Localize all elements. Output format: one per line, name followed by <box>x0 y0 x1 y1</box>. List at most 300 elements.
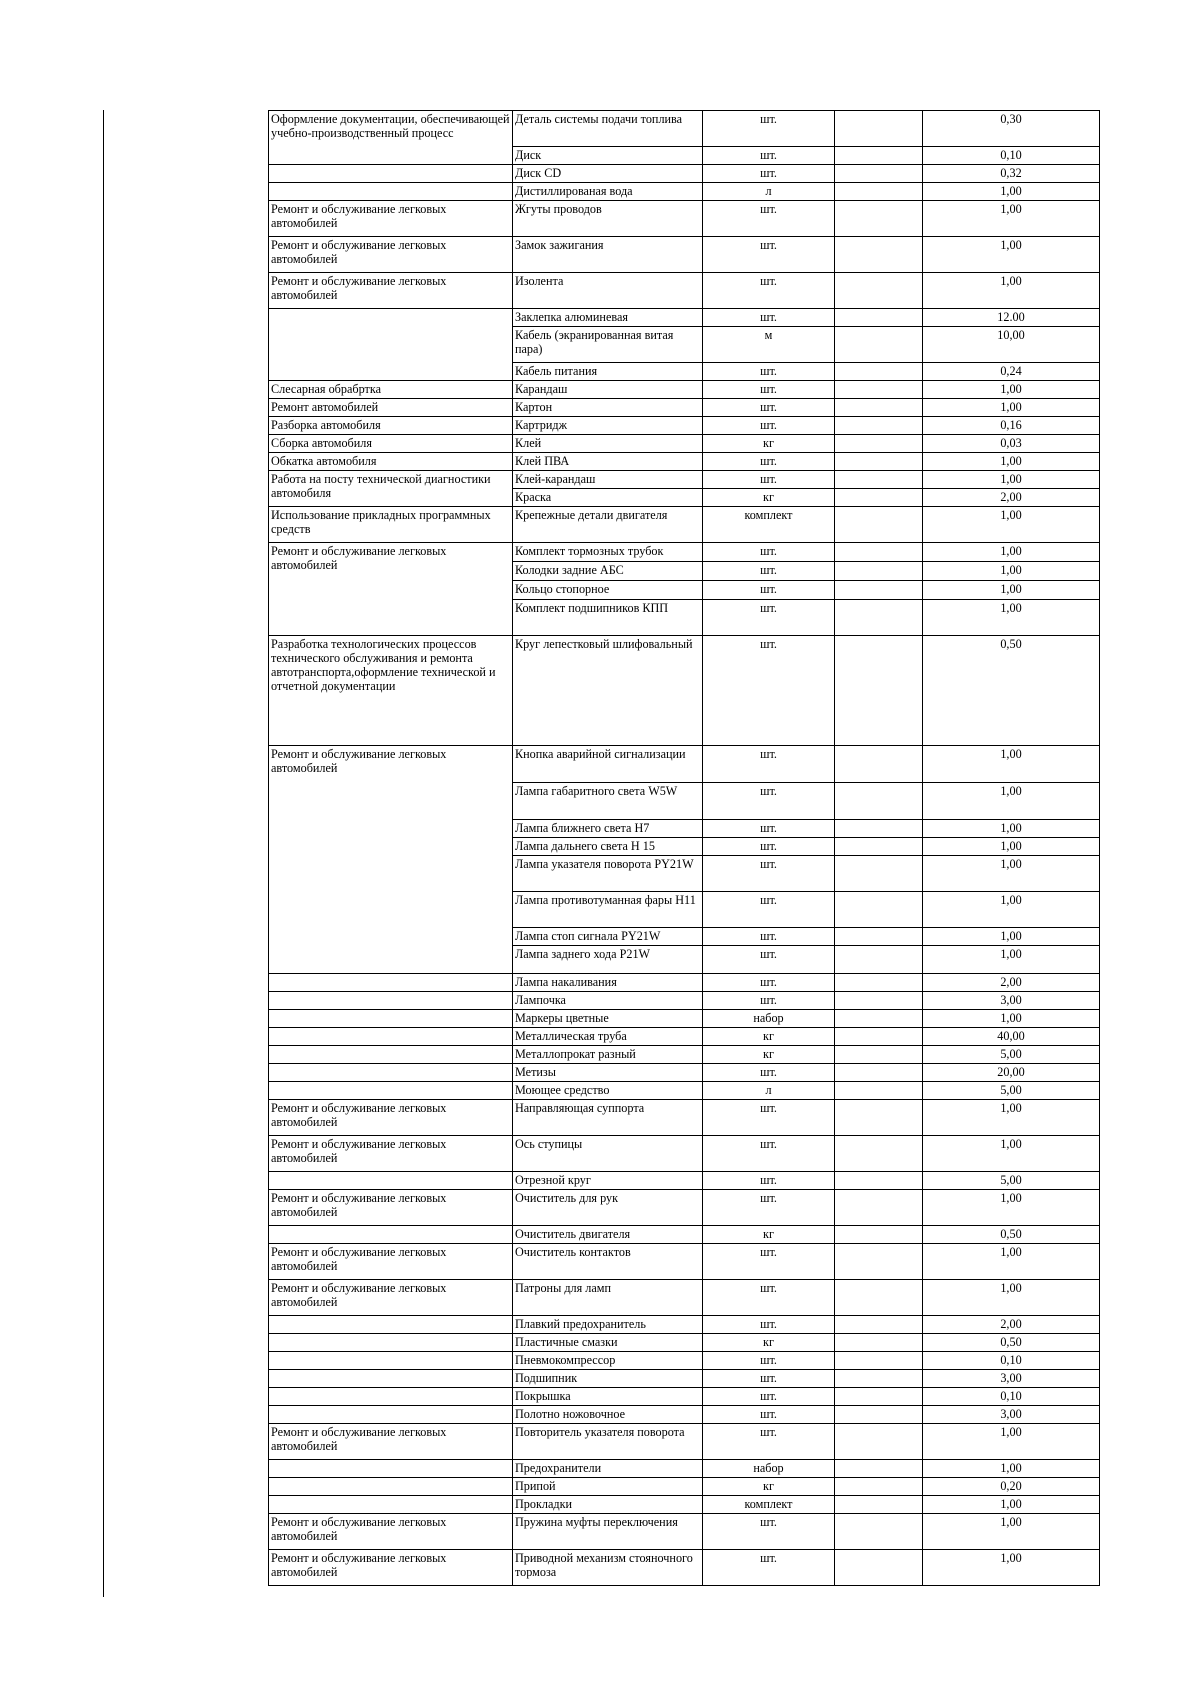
activity-cell <box>269 1046 513 1064</box>
quantity-cell: 5,00 <box>923 1046 1100 1064</box>
quantity-cell: 1,00 <box>923 946 1100 974</box>
table-row <box>269 1028 1100 1046</box>
quantity-cell: 1,00 <box>923 1280 1100 1316</box>
materials-table-body <box>269 111 1100 1586</box>
unit-cell: шт. <box>703 165 835 183</box>
table-row <box>269 1244 1100 1280</box>
unit-cell: кг <box>703 1046 835 1064</box>
table-row <box>269 399 1100 417</box>
unit-cell: шт. <box>703 1172 835 1190</box>
table-row <box>269 1478 1100 1496</box>
quantity-cell: 0,10 <box>923 1352 1100 1370</box>
empty-cell <box>835 1190 923 1226</box>
table-row <box>269 992 1100 1010</box>
quantity-cell: 1,00 <box>923 237 1100 273</box>
empty-cell <box>835 237 923 273</box>
unit-cell: м <box>703 327 835 363</box>
empty-cell <box>835 201 923 237</box>
item-cell: Лампа ближнего света H7 <box>513 820 703 838</box>
quantity-cell: 1,00 <box>923 1244 1100 1280</box>
quantity-cell: 2,00 <box>923 1316 1100 1334</box>
activity-cell <box>269 1010 513 1028</box>
table-row <box>269 471 1100 489</box>
item-cell: Диск CD <box>513 165 703 183</box>
unit-cell: шт. <box>703 892 835 928</box>
item-cell: Лампа указателя поворота PY21W <box>513 856 703 892</box>
empty-cell <box>835 992 923 1010</box>
unit-cell: шт. <box>703 1514 835 1550</box>
unit-cell: шт. <box>703 1136 835 1172</box>
table-row <box>269 435 1100 453</box>
empty-cell <box>835 562 923 581</box>
empty-cell <box>835 746 923 783</box>
item-cell: Ось ступицы <box>513 1136 703 1172</box>
quantity-cell: 5,00 <box>923 1172 1100 1190</box>
quantity-cell: 1,00 <box>923 1136 1100 1172</box>
activity-cell: Ремонт и обслуживание легковых автомобилей <box>269 746 513 974</box>
item-cell: Моющее средство <box>513 1082 703 1100</box>
unit-cell: шт. <box>703 562 835 581</box>
activity-cell <box>269 165 513 183</box>
activity-cell: Ремонт автомобилей <box>269 399 513 417</box>
empty-cell <box>835 1406 923 1424</box>
quantity-cell: 1,00 <box>923 381 1100 399</box>
unit-cell: шт. <box>703 1370 835 1388</box>
empty-cell <box>835 363 923 381</box>
item-cell: Круг лепестковый шлифовальный <box>513 636 703 746</box>
empty-cell <box>835 1496 923 1514</box>
empty-cell <box>835 1316 923 1334</box>
item-cell: Кабель питания <box>513 363 703 381</box>
item-cell: Лампа заднего хода P21W <box>513 946 703 974</box>
quantity-cell: 1,00 <box>923 471 1100 489</box>
unit-cell: шт. <box>703 1550 835 1586</box>
item-cell: Припой <box>513 1478 703 1496</box>
unit-cell: шт. <box>703 147 835 165</box>
table-row <box>269 1514 1100 1550</box>
table-row <box>269 1010 1100 1028</box>
table-row <box>269 1496 1100 1514</box>
item-cell: Направляющая суппорта <box>513 1100 703 1136</box>
activity-cell: Ремонт и обслуживание легковых автомобилей <box>269 1244 513 1280</box>
empty-cell <box>835 946 923 974</box>
quantity-cell: 1,00 <box>923 453 1100 471</box>
table-row <box>269 1082 1100 1100</box>
activity-cell: Ремонт и обслуживание легковых автомобилей <box>269 1100 513 1136</box>
activity-cell <box>269 974 513 992</box>
item-cell: Пневмокомпрессор <box>513 1352 703 1370</box>
unit-cell: шт. <box>703 856 835 892</box>
activity-cell <box>269 1496 513 1514</box>
table-row <box>269 201 1100 237</box>
empty-cell <box>835 1424 923 1460</box>
activity-cell: Разборка автомобиля <box>269 417 513 435</box>
item-cell: Крепежные детали двигателя <box>513 507 703 543</box>
empty-cell <box>835 111 923 147</box>
empty-cell <box>835 636 923 746</box>
unit-cell: кг <box>703 1334 835 1352</box>
unit-cell: шт. <box>703 1190 835 1226</box>
table-row <box>269 1046 1100 1064</box>
table-row <box>269 1172 1100 1190</box>
quantity-cell: 1,00 <box>923 543 1100 562</box>
quantity-cell: 1,00 <box>923 399 1100 417</box>
item-cell: Кнопка аварийной сигнализации <box>513 746 703 783</box>
activity-cell <box>269 1388 513 1406</box>
item-cell: Очиститель двигателя <box>513 1226 703 1244</box>
unit-cell: шт. <box>703 309 835 327</box>
table-row <box>269 381 1100 399</box>
item-cell: Лампочка <box>513 992 703 1010</box>
table-row <box>269 507 1100 543</box>
table-row <box>269 1280 1100 1316</box>
empty-cell <box>835 399 923 417</box>
empty-cell <box>835 1064 923 1082</box>
quantity-cell: 3,00 <box>923 1406 1100 1424</box>
unit-cell: шт. <box>703 992 835 1010</box>
item-cell: Лампа накаливания <box>513 974 703 992</box>
table-row <box>269 237 1100 273</box>
unit-cell: л <box>703 1082 835 1100</box>
unit-cell: шт. <box>703 946 835 974</box>
quantity-cell: 1,00 <box>923 1550 1100 1586</box>
item-cell: Предохранители <box>513 1460 703 1478</box>
quantity-cell: 0,03 <box>923 435 1100 453</box>
item-cell: Колодки задние АБС <box>513 562 703 581</box>
quantity-cell: 1,00 <box>923 783 1100 820</box>
item-cell: Пластичные смазки <box>513 1334 703 1352</box>
activity-cell: Ремонт и обслуживание легковых автомобилей <box>269 1136 513 1172</box>
quantity-cell: 1,00 <box>923 892 1100 928</box>
table-row <box>269 1334 1100 1352</box>
quantity-cell: 0,10 <box>923 147 1100 165</box>
quantity-cell: 3,00 <box>923 1370 1100 1388</box>
table-row <box>269 273 1100 309</box>
quantity-cell: 1,00 <box>923 1460 1100 1478</box>
item-cell: Очиститель контактов <box>513 1244 703 1280</box>
unit-cell: шт. <box>703 1100 835 1136</box>
unit-cell: шт. <box>703 1244 835 1280</box>
activity-cell <box>269 992 513 1010</box>
table-row <box>269 165 1100 183</box>
activity-cell <box>269 1478 513 1496</box>
unit-cell: шт. <box>703 1352 835 1370</box>
quantity-cell: 1,00 <box>923 1010 1100 1028</box>
empty-cell <box>835 417 923 435</box>
unit-cell: кг <box>703 435 835 453</box>
table-row <box>269 1190 1100 1226</box>
unit-cell: шт. <box>703 1064 835 1082</box>
unit-cell: шт. <box>703 363 835 381</box>
item-cell: Повторитель указателя поворота <box>513 1424 703 1460</box>
empty-cell <box>835 1172 923 1190</box>
activity-cell <box>269 1334 513 1352</box>
unit-cell: набор <box>703 1010 835 1028</box>
quantity-cell: 1,00 <box>923 1514 1100 1550</box>
activity-cell <box>269 1028 513 1046</box>
unit-cell: шт. <box>703 600 835 636</box>
item-cell: Метизы <box>513 1064 703 1082</box>
empty-cell <box>835 1028 923 1046</box>
quantity-cell: 1,00 <box>923 562 1100 581</box>
quantity-cell: 20,00 <box>923 1064 1100 1082</box>
item-cell: Кольцо стопорное <box>513 581 703 600</box>
quantity-cell: 1,00 <box>923 183 1100 201</box>
empty-cell <box>835 309 923 327</box>
quantity-cell: 1,00 <box>923 746 1100 783</box>
unit-cell: шт. <box>703 399 835 417</box>
table-row <box>269 1550 1100 1586</box>
empty-cell <box>835 1280 923 1316</box>
quantity-cell: 0,10 <box>923 1388 1100 1406</box>
empty-cell <box>835 381 923 399</box>
unit-cell: шт. <box>703 417 835 435</box>
table-row <box>269 309 1100 327</box>
item-cell: Полотно ножовочное <box>513 1406 703 1424</box>
quantity-cell: 3,00 <box>923 992 1100 1010</box>
item-cell: Картон <box>513 399 703 417</box>
empty-cell <box>835 1136 923 1172</box>
empty-cell <box>835 1460 923 1478</box>
activity-cell: Ремонт и обслуживание легковых автомобилей <box>269 1190 513 1226</box>
activity-cell: Ремонт и обслуживание легковых автомобилей <box>269 1280 513 1316</box>
item-cell: Металлическая труба <box>513 1028 703 1046</box>
activity-cell: Работа на посту технической диагностики автомобиля <box>269 471 513 507</box>
activity-cell <box>269 1316 513 1334</box>
quantity-cell: 0,50 <box>923 1226 1100 1244</box>
unit-cell: кг <box>703 489 835 507</box>
unit-cell: шт. <box>703 1316 835 1334</box>
item-cell: Приводной механизм стояночного тормоза <box>513 1550 703 1586</box>
unit-cell: шт. <box>703 471 835 489</box>
unit-cell: шт. <box>703 820 835 838</box>
unit-cell: шт. <box>703 543 835 562</box>
activity-cell <box>269 1370 513 1388</box>
quantity-cell: 1,00 <box>923 600 1100 636</box>
item-cell: Лампа габаритного света W5W <box>513 783 703 820</box>
table-row <box>269 1064 1100 1082</box>
item-cell: Лампа дальнего света Н 15 <box>513 838 703 856</box>
item-cell: Жгуты проводов <box>513 201 703 237</box>
activity-cell: Слесарная обрабртка <box>269 381 513 399</box>
empty-cell <box>835 327 923 363</box>
quantity-cell: 1,00 <box>923 1190 1100 1226</box>
table-row <box>269 1460 1100 1478</box>
unit-cell: кг <box>703 1028 835 1046</box>
quantity-cell: 1,00 <box>923 1496 1100 1514</box>
table-row <box>269 1100 1100 1136</box>
item-cell: Замок зажигания <box>513 237 703 273</box>
quantity-cell: 0,50 <box>923 1334 1100 1352</box>
item-cell: Кабель (экранированная витая пара) <box>513 327 703 363</box>
item-cell: Комплект подшипников КПП <box>513 600 703 636</box>
item-cell: Отрезной круг <box>513 1172 703 1190</box>
unit-cell: набор <box>703 1460 835 1478</box>
table-row <box>269 974 1100 992</box>
activity-cell <box>269 309 513 381</box>
item-cell: Прокладки <box>513 1496 703 1514</box>
item-cell: Пружина муфты переключения <box>513 1514 703 1550</box>
unit-cell: шт. <box>703 1424 835 1460</box>
empty-cell <box>835 1370 923 1388</box>
quantity-cell: 1,00 <box>923 1100 1100 1136</box>
quantity-cell: 0,20 <box>923 1478 1100 1496</box>
empty-cell <box>835 892 923 928</box>
activity-cell: Использование прикладных программных средств <box>269 507 513 543</box>
quantity-cell: 1,00 <box>923 507 1100 543</box>
item-cell: Очиститель для рук <box>513 1190 703 1226</box>
activity-cell: Разработка технологических процессов технического обслуживания и ремонта автотранспорта,оформление технической и отчетной документации <box>269 636 513 746</box>
activity-cell <box>269 1064 513 1082</box>
activity-cell: Ремонт и обслуживание легковых автомобилей <box>269 201 513 237</box>
table-row <box>269 1388 1100 1406</box>
item-cell: Плавкий предохранитель <box>513 1316 703 1334</box>
quantity-cell: 1,00 <box>923 820 1100 838</box>
unit-cell: шт. <box>703 1280 835 1316</box>
quantity-cell: 1,00 <box>923 581 1100 600</box>
unit-cell: комплект <box>703 507 835 543</box>
activity-cell: Обкатка автомобиля <box>269 453 513 471</box>
quantity-cell: 0,16 <box>923 417 1100 435</box>
empty-cell <box>835 471 923 489</box>
unit-cell: шт. <box>703 273 835 309</box>
activity-cell: Ремонт и обслуживание легковых автомобилей <box>269 1424 513 1460</box>
unit-cell: шт. <box>703 838 835 856</box>
table-row <box>269 1370 1100 1388</box>
empty-cell <box>835 1550 923 1586</box>
item-cell: Краска <box>513 489 703 507</box>
empty-cell <box>835 507 923 543</box>
table-row <box>269 1424 1100 1460</box>
empty-cell <box>835 165 923 183</box>
quantity-cell: 1,00 <box>923 273 1100 309</box>
item-cell: Клей <box>513 435 703 453</box>
empty-cell <box>835 147 923 165</box>
quantity-cell: 0,32 <box>923 165 1100 183</box>
item-cell: Деталь системы подачи топлива <box>513 111 703 147</box>
empty-cell <box>835 783 923 820</box>
item-cell: Заклепка алюминевая <box>513 309 703 327</box>
unit-cell: шт. <box>703 746 835 783</box>
quantity-cell: 0,50 <box>923 636 1100 746</box>
unit-cell: шт. <box>703 974 835 992</box>
quantity-cell: 0,24 <box>923 363 1100 381</box>
table-row <box>269 636 1100 746</box>
empty-cell <box>835 1352 923 1370</box>
unit-cell: шт. <box>703 1406 835 1424</box>
activity-cell <box>269 1082 513 1100</box>
activity-cell: Ремонт и обслуживание легковых автомобилей <box>269 543 513 636</box>
quantity-cell: 1,00 <box>923 1424 1100 1460</box>
unit-cell: шт. <box>703 111 835 147</box>
activity-cell: Сборка автомобиля <box>269 435 513 453</box>
item-cell: Подшипник <box>513 1370 703 1388</box>
item-cell: Комплект тормозных трубок <box>513 543 703 562</box>
activity-cell <box>269 1172 513 1190</box>
table-row <box>269 746 1100 783</box>
table-row <box>269 1316 1100 1334</box>
item-cell: Картридж <box>513 417 703 435</box>
item-cell: Лампа противотуманная фары H11 <box>513 892 703 928</box>
activity-cell: Ремонт и обслуживание легковых автомобилей <box>269 1550 513 1586</box>
quantity-cell: 2,00 <box>923 489 1100 507</box>
item-cell: Дистиллированая вода <box>513 183 703 201</box>
unit-cell: шт. <box>703 581 835 600</box>
unit-cell: шт. <box>703 636 835 746</box>
item-cell: Карандаш <box>513 381 703 399</box>
activity-cell <box>269 1460 513 1478</box>
empty-cell <box>835 489 923 507</box>
quantity-cell: 5,00 <box>923 1082 1100 1100</box>
empty-cell <box>835 1082 923 1100</box>
empty-cell <box>835 1100 923 1136</box>
empty-cell <box>835 600 923 636</box>
item-cell: Клей ПВА <box>513 453 703 471</box>
item-cell: Металлопрокат разный <box>513 1046 703 1064</box>
empty-cell <box>835 543 923 562</box>
empty-cell <box>835 1226 923 1244</box>
table-row <box>269 453 1100 471</box>
activity-cell: Ремонт и обслуживание легковых автомобилей <box>269 273 513 309</box>
empty-cell <box>835 1010 923 1028</box>
empty-cell <box>835 453 923 471</box>
item-cell: Покрышка <box>513 1388 703 1406</box>
table-row <box>269 1226 1100 1244</box>
activity-cell <box>269 1226 513 1244</box>
unit-cell: шт. <box>703 453 835 471</box>
unit-cell: шт. <box>703 201 835 237</box>
activity-cell <box>269 1406 513 1424</box>
activity-cell <box>269 183 513 201</box>
item-cell: Патроны для ламп <box>513 1280 703 1316</box>
quantity-cell: 1,00 <box>923 928 1100 946</box>
quantity-cell: 2,00 <box>923 974 1100 992</box>
table-row <box>269 1352 1100 1370</box>
activity-cell: Оформление документации, обеспечивающей учебно-производственный процесс <box>269 111 513 165</box>
unit-cell: шт. <box>703 381 835 399</box>
quantity-cell: 12.00 <box>923 309 1100 327</box>
left-margin-rule <box>103 110 104 1597</box>
empty-cell <box>835 581 923 600</box>
table-row <box>269 1406 1100 1424</box>
empty-cell <box>835 974 923 992</box>
item-cell: Лампа стоп сигнала PY21W <box>513 928 703 946</box>
empty-cell <box>835 820 923 838</box>
table-row <box>269 417 1100 435</box>
unit-cell: кг <box>703 1478 835 1496</box>
empty-cell <box>835 838 923 856</box>
empty-cell <box>835 1478 923 1496</box>
table-row <box>269 543 1100 562</box>
unit-cell: шт. <box>703 237 835 273</box>
table-row <box>269 1136 1100 1172</box>
empty-cell <box>835 1046 923 1064</box>
item-cell: Клей-карандаш <box>513 471 703 489</box>
empty-cell <box>835 1514 923 1550</box>
empty-cell <box>835 435 923 453</box>
empty-cell <box>835 183 923 201</box>
empty-cell <box>835 856 923 892</box>
table-row <box>269 183 1100 201</box>
item-cell: Маркеры цветные <box>513 1010 703 1028</box>
unit-cell: кг <box>703 1226 835 1244</box>
unit-cell: комплект <box>703 1496 835 1514</box>
activity-cell: Ремонт и обслуживание легковых автомобилей <box>269 1514 513 1550</box>
quantity-cell: 0,30 <box>923 111 1100 147</box>
unit-cell: шт. <box>703 783 835 820</box>
empty-cell <box>835 1334 923 1352</box>
empty-cell <box>835 273 923 309</box>
